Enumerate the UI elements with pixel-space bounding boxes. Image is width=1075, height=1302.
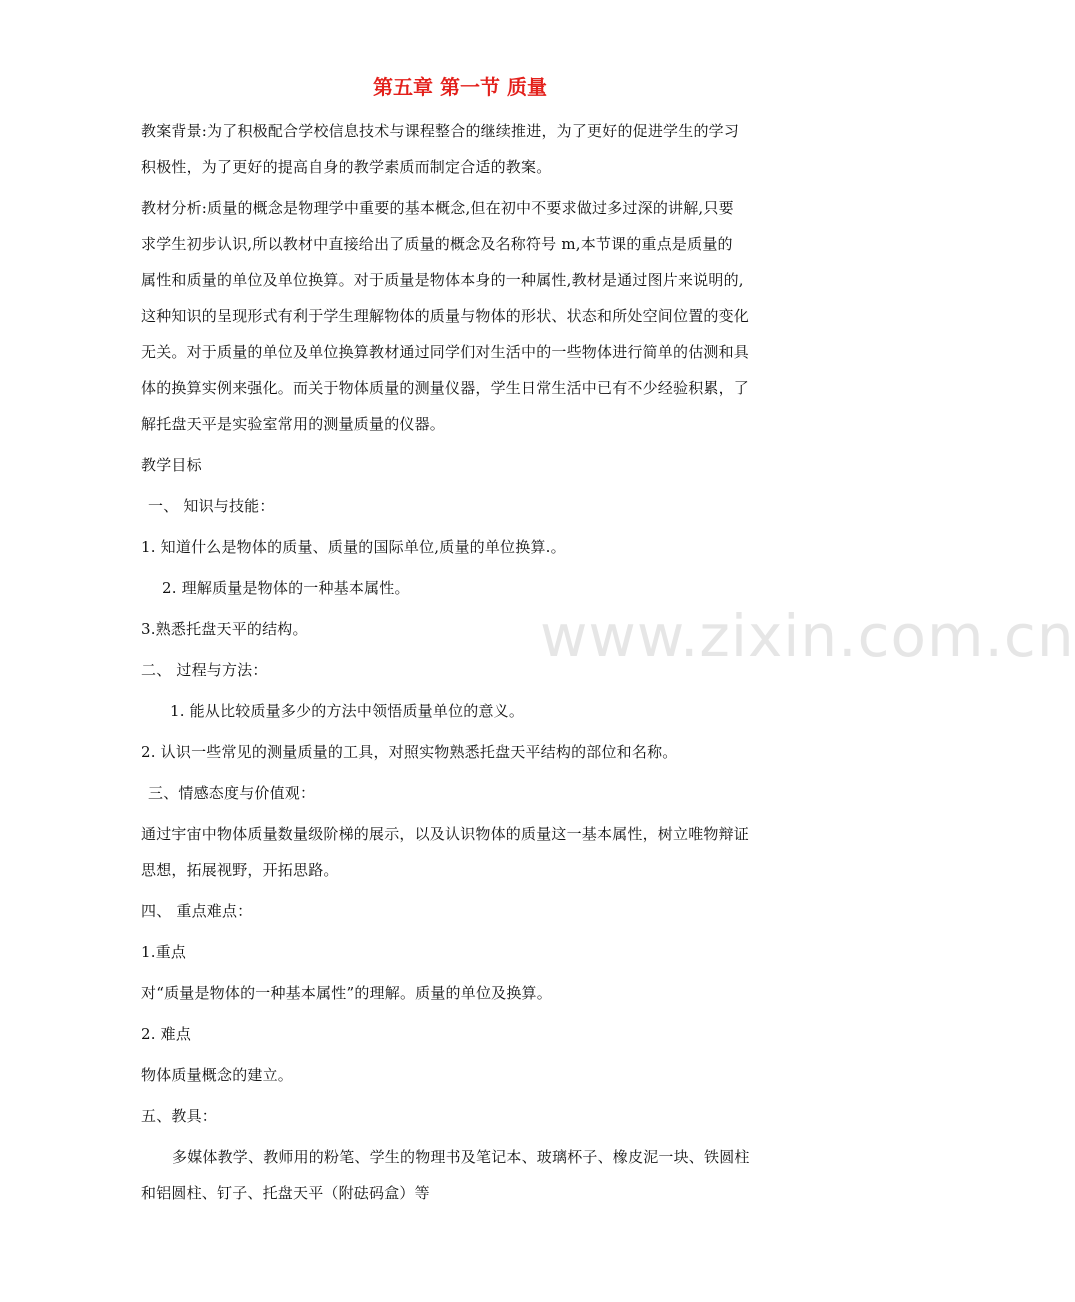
paragraph-line: 积极性，为了更好的提高自身的教学素质而制定合适的教案。 [141,158,552,176]
paragraph-line: 物体质量概念的建立。 [141,1066,294,1084]
paragraph-line: 属性和质量的单位及单位换算。对于质量是物体本身的一种属性,教材是通过图片来说明的, [141,271,744,289]
list-item: 1. 能从比较质量多少的方法中领悟质量单位的意义。 [170,702,525,720]
paragraph-line: 教案背景:为了积极配合学校信息技术与课程整合的继续推进，为了更好的促进学生的学习 [141,122,740,140]
paragraph-line: 无关。对于质量的单位及单位换算教材通过同学们对生活中的一些物体进行简单的估测和具 [141,343,750,361]
page-title: 第五章 第一节 质量 [373,75,547,99]
list-item: 1. 知道什么是物体的质量、质量的国际单位,质量的单位换算.。 [141,538,566,556]
paragraph-line: 思想，拓展视野，开拓思路。 [141,861,339,879]
section-heading: 一、 知识与技能： [148,497,275,515]
paragraph-line: 教材分析:质量的概念是物理学中重要的基本概念,但在初中不要求做过多过深的讲解,只要 [141,199,734,217]
section-heading: 五、教具： [141,1107,218,1125]
section-heading: 教学目标 [141,456,202,474]
paragraph-line: 解托盘天平是实验室常用的测量质量的仪器。 [141,415,446,433]
list-item: 2. 理解质量是物体的一种基本属性。 [162,579,410,597]
list-item: 2. 难点 [141,1025,192,1043]
section-heading: 二、 过程与方法： [141,661,268,679]
list-item: 2. 认识一些常见的测量质量的工具，对照实物熟悉托盘天平结构的部位和名称。 [141,743,678,761]
paragraph-line: 和铝圆柱、钉子、托盘天平（附砝码盒）等 [141,1184,430,1202]
section-heading: 三、情感态度与价值观： [148,784,316,802]
section-heading: 四、 重点难点： [141,902,253,920]
watermark: www.zixin.com.cn [540,602,1075,670]
paragraph-line: 多媒体教学、教师用的粉笔、学生的物理书及笔记本、玻璃杯子、橡皮泥一块、铁圆柱 [172,1148,750,1166]
paragraph-line: 求学生初步认识,所以教材中直接给出了质量的概念及名称符号 m,本节课的重点是质量的 [141,235,733,253]
paragraph-line: 对“质量是物体的一种基本属性”的理解。质量的单位及换算。 [141,984,552,1002]
list-item: 3.熟悉托盘天平的结构。 [141,620,308,638]
paragraph-line: 体的换算实例来强化。而关于物体质量的测量仪器，学生日常生活中已有不少经验积累，了 [141,379,750,397]
paragraph-line: 通过宇宙中物体质量数量级阶梯的展示，以及认识物体的质量这一基本属性，树立唯物辩证 [141,825,750,843]
paragraph-line: 这种知识的呈现形式有利于学生理解物体的质量与物体的形状、状态和所处空间位置的变化 [141,307,750,325]
list-item: 1.重点 [141,943,187,961]
